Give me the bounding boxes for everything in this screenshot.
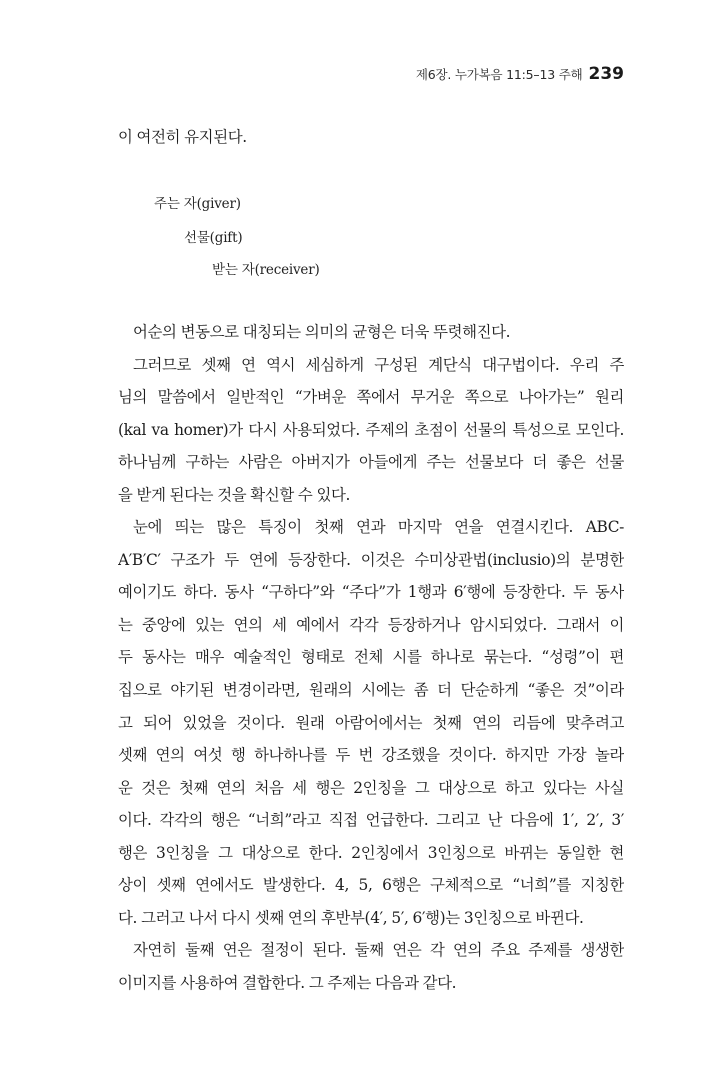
- text-line: 다. 그러고 나서 다시 셋째 연의 후반부(4′, 5′, 6′행)는 3인칭으로 바뀐다.: [118, 908, 584, 927]
- text-line: 이미지를 사용하여 결합한다. 그 주제는 다음과 같다.: [118, 973, 457, 992]
- text-line: 셋째 연의 여섯 행 하나하나를 두 번 강조했을 것이다. 하지만 가장 놀라: [118, 746, 624, 765]
- text-line: 운 것은 첫째 연의 처음 세 행은 2인칭을 그 대상으로 하고 있다는 사실: [118, 778, 624, 797]
- text-line: 을 받게 된다는 것을 확신할 수 있다.: [118, 485, 351, 504]
- list-item-gift: 선물(gift): [184, 230, 243, 246]
- text-line: 상이 셋째 연에서도 발생한다. 4, 5, 6행은 구체적으로 “너희”를 지칭한: [118, 876, 624, 895]
- page-number: 239: [588, 64, 624, 84]
- text-line: 하나님께 구하는 사람은 아버지가 아들에게 주는 선물보다 더 좋은 선물: [118, 453, 624, 472]
- text-line: 두 동사는 매우 예술적인 형태로 전체 시를 하나로 묶는다. “성령”이 편: [118, 648, 624, 667]
- paragraph-1: [118, 316, 624, 349]
- text-line: 이 여전히 유지된다.: [118, 128, 247, 146]
- text-line: 어순의 변동으로 대칭되는 의미의 균형은 더욱 뚜렷해진다.: [133, 323, 511, 341]
- text-line: 집으로 야기된 변경이라면, 원래의 시에는 좀 더 단순하게 “좋은 것”이라: [118, 681, 624, 700]
- list-item-giver: 주는 자(giver): [154, 196, 241, 212]
- text-line: 그러므로 셋째 연 역시 세심하게 구성된 계단식 대구법이다. 우리 주: [133, 355, 624, 374]
- text-line: 예이기도 하다. 동사 “구하다”와 “주다”가 1행과 6′행에 등장한다. 두 동사: [118, 583, 624, 602]
- paragraph-4: [118, 934, 624, 999]
- text-line: (kal va homer)가 다시 사용되었다. 주제의 초점이 선물의 특성으로 모인다.: [118, 420, 624, 439]
- text-line: 는 중앙에 있는 연의 세 예에서 각각 등장하거나 암시되었다. 그래서 이: [118, 615, 624, 634]
- text-line: 이다. 각각의 행은 “너희”라고 직접 언급한다. 그리고 난 다음에 1′, 2′, 3′: [118, 811, 624, 830]
- text-line: A′B′C′ 구조가 두 연에 등장한다. 이것은 수미상관법(inclusio)의 분명한: [118, 550, 624, 569]
- body-paragraphs: [118, 316, 624, 999]
- text-line: 고 되어 있었을 것이다. 원래 아람어에서는 첫째 연의 리듬에 맞추려고: [118, 713, 624, 732]
- continuation-text: [118, 121, 624, 154]
- list-item-receiver: 받는 자(receiver): [212, 262, 320, 278]
- text-line: 자연히 둘째 연은 절정이 된다. 둘째 연은 각 연의 주요 주제를 생생한: [133, 941, 624, 960]
- text-line: 눈에 띄는 많은 특징이 첫째 연과 마지막 연을 연결시킨다. ABC-: [133, 518, 624, 537]
- chapter-title: 제6장. 누가복음 11:5–13 주해: [415, 67, 583, 82]
- paragraph-3: [118, 511, 624, 934]
- paragraph-2: [118, 349, 624, 512]
- text-line: 행은 3인칭을 그 대상으로 한다. 2인칭에서 3인칭으로 바뀌는 동일한 현: [118, 843, 624, 862]
- text-line: 님의 말씀에서 일반적인 “가벼운 쪽에서 무거운 쪽으로 나아가는” 원리: [118, 388, 624, 407]
- running-head: [416, 64, 624, 84]
